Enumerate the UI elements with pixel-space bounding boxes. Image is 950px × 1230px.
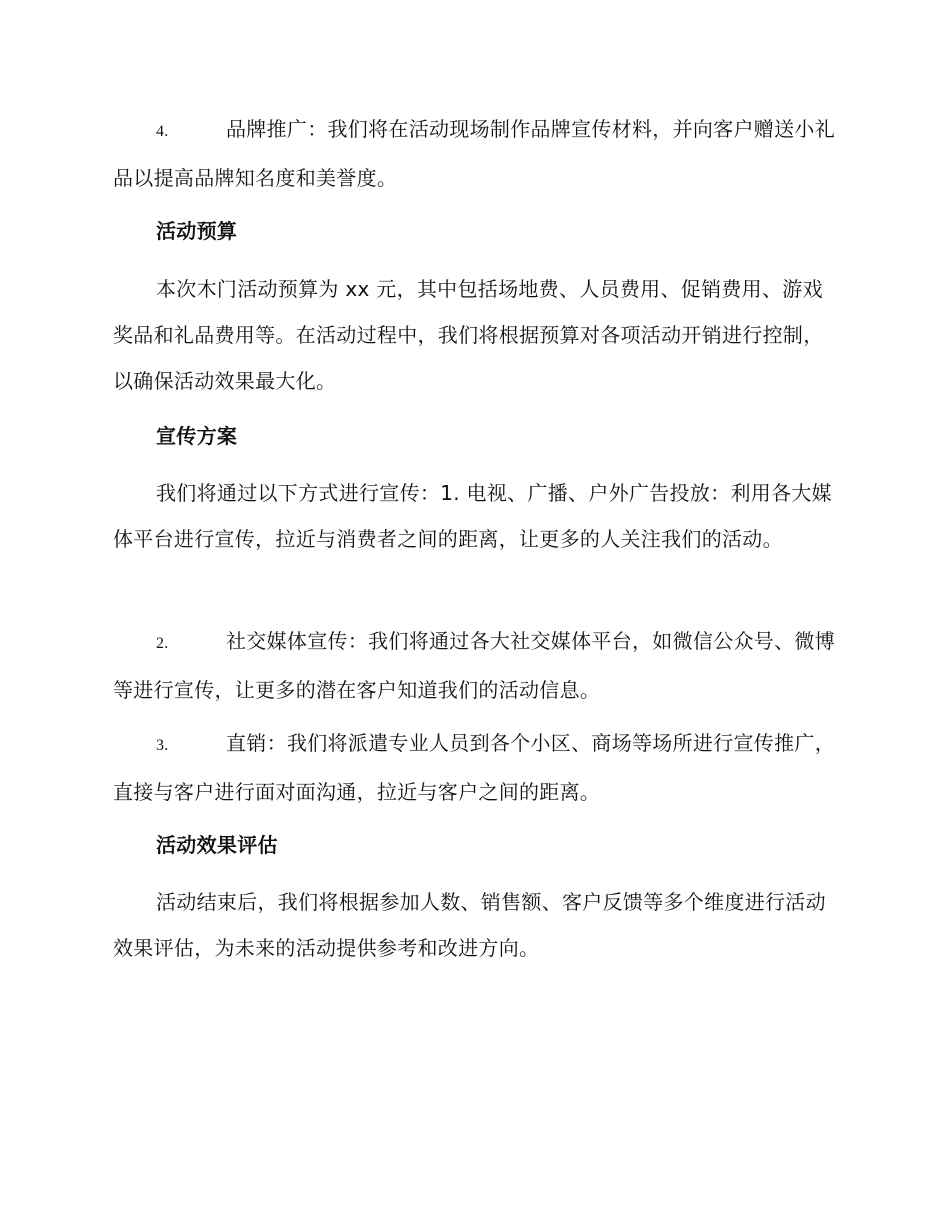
section-heading-budget: 活动预算 — [156, 219, 238, 243]
list-item-text: 直销：我们将派遣专业人员到各个小区、商场等场所进行宣传推广，直接与客户进行面对面沟通，拉近与客户之间的距离。 — [113, 731, 835, 804]
section-heading-promotion: 宣传方案 — [156, 424, 238, 448]
paragraph-promotion: 我们将通过以下方式进行宣传：1. 电视、广播、户外广告投放：利用各大媒体平台进行宣传，拉近与消费者之间的距离，让更多的人关注我们的活动。 — [113, 481, 832, 551]
list-item-4 — [113, 106, 837, 201]
list-item-text: 社交媒体宣传：我们将通过各大社交媒体平台，如微信公众号、微博等进行宣传，让更多的潜在客户知道我们的活动信息。 — [113, 629, 835, 702]
section-heading-evaluation: 活动效果评估 — [156, 833, 278, 857]
paragraph-budget: 本次木门活动预算为 xx 元，其中包括场地费、人员费用、促销费用、游戏奖品和礼品费用等。在活动过程中，我们将根据预算对各项活动开销进行控制，以确保活动效果最大化。 — [113, 277, 824, 393]
list-item-text: 品牌推广：我们将在活动现场制作品牌宣传材料，并向客户赠送小礼品以提高品牌知名度和美誉度。 — [113, 117, 835, 190]
paragraph-evaluation: 活动结束后，我们将根据参加人数、销售额、客户反馈等多个维度进行活动效果评估，为未来的活动提供参考和改进方向。 — [113, 890, 826, 960]
list-number: 2. — [156, 635, 169, 652]
list-number: 3. — [156, 737, 169, 754]
list-item-2 — [113, 618, 837, 713]
list-item-3 — [113, 720, 837, 815]
list-number: 4. — [156, 123, 169, 140]
